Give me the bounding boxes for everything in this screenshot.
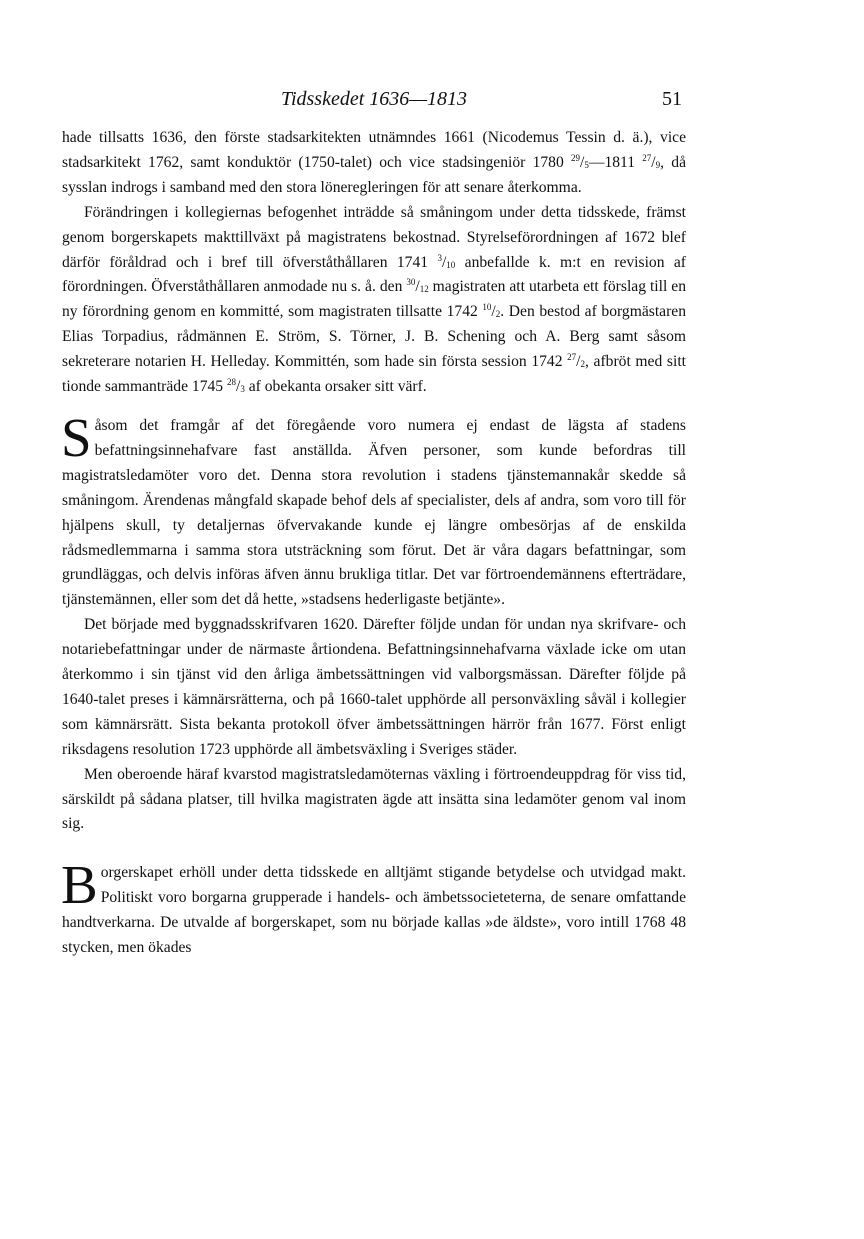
text-run: åsom det framgår af det föregående voro numera ej endast de lägsta af stadens befattningsinnehafvare fast anställda. Äfven personer, som kunde befordras till magistratsledamöter voro det. Denna stora revolution i stadens tjänstemannakår skedde så småningom. Ärendenas mångfald skapade behof dels af specialister, dels af andra, som voro till för hjälpens skull, ty detaljernas öfvervakande kunde ej längre ombesörjas af de enskilda rådsmedlemmarna i samma stora utsträckning som förut. Det är våra dagars befattningar, som grundläggas, och delvis införas äfven ännu brukliga titlar. Det var förtroendemännens efterträdare, tjänstemännen, eller som det då hette, »stadsens hederligaste betjänte».: [62, 416, 686, 609]
date-month: 10: [446, 259, 456, 270]
date-month: 2: [580, 359, 586, 370]
drop-cap: B: [61, 854, 98, 916]
text-run: , afbröt med sitt tionde sammanträde 1745: [62, 353, 686, 396]
page-header: [62, 88, 686, 118]
date-day: 29: [571, 152, 581, 163]
date-day: 28: [227, 377, 236, 388]
date-day: 3: [437, 252, 442, 263]
paragraph-2: Förändringen i kollegiernas befogenhet inträdde så småningom under detta tidsskede, främst genom borgerskapets makttillväxt på magistratens bekostnad. Styrelseförordningen af 1672 blef därför föråldrad och i bref till öfverståthållaren 1741 $^3/_{10}$ anbefallde k. m:t en revision af förordningen. Öfverståthållaren anmodade nu s. å. den $^{30}/_{12}$ magistraten att utarbeta ett förslag till en ny förordning genom en kommitté, som magistraten tillsatte 1742 $^{10}/_2$. Den bestod af borgmästaren Elias Torpadius, rådmännen E. Ström, S. Törner, J. B. Schening och A. Berg samt såsom sekreterare notarien H. Helleday. Kommittén, som hade sin första session 1742 $^{27}/_2$, afbröt med sitt tionde sammanträde 1745 $^{28}/_3$ af obekanta orsaker sitt värf.: [62, 203, 686, 396]
text-run: hade tillsatts 1636, den förste stadsarkitekten utnämndes 1661 (Nicodemus Tessin d. ä.), vice stadsarkitekt 1762, samt konduktör (1750-talet) och vice stadsingeniör 1780: [62, 129, 686, 171]
date-day: 30: [406, 277, 416, 288]
page-number: 51: [662, 88, 682, 110]
date-month: 5: [584, 159, 589, 170]
paragraph-1: hade tillsatts 1636, den förste stadsarkitekten utnämndes 1661 (Nicodemus Tessin d. ä.), vice stadsarkitekt 1762, samt konduktör (1750-talet) och vice stadsingeniör 1780 $^{29}/_5—1811$ $^{27}/_9$, då sysslan indrogs i samband med den stora löneregleringen för att senare återkomma.: [62, 129, 686, 196]
text-run: magistraten att utarbeta ett förslag till en ny förordning genom en kommitté, som magistraten tillsatte 1742: [62, 278, 686, 321]
text-run: af obekanta orsaker sitt värf.: [244, 378, 427, 396]
date-day: 27: [567, 352, 577, 363]
text-run: orgerskapet erhöll under detta tidsskede en alltjämt stigande betydelse och utvidgad makt. Politiskt voro borgarna grupperade i handels- och ämbetssocieteterna, de senare omfattande handtverkarna. De utvalde af borgerskapet, som nu började kallas »de äldste», voro intill 1768 48 stycken, men ökades: [62, 864, 686, 957]
date-day: 27: [642, 152, 652, 163]
text-run: anbefallde k. m:t en revision af förordningen. Öfverståthållaren anmodade nu s. å. den: [62, 253, 686, 296]
date-month: 2: [495, 309, 501, 320]
text-run: , då sysslan indrogs i samband med den stora löneregleringen för att senare återkomma.: [62, 153, 686, 196]
text-run: Förändringen i kollegiernas befogenhet inträdde så småningom under detta tidsskede, främst genom borgerskapets makttillväxt på magistratens bekostnad. Styrelseförordningen af 1672 blef därför föråldrad och i bref till öfverståthållaren 1741: [62, 203, 686, 271]
running-title: Tidsskedet 1636—1813: [280, 88, 468, 110]
date-month: 12: [419, 284, 429, 295]
paragraph-4: Det började med byggnadsskrifvaren 1620. Därefter följde undan för undan nya skrifvare- och notariebefattningar under de närmaste årtiondena. Befattningsinnehafvarna växlade icke om utan återkommo i sin tjänst vid den årliga ämbetssättningen vid valborgsmässan. Därefter följde på 1640-talet preses i kämnärsrätterna, och på 1660-talet upphörde all personväxling såväl i kollegier som kämnärsrätt. Sista bekanta protokoll öfver ämbetssättningen härrör från 1677. Först enligt riksdagens resolution 1723 upphörde all ämbetsväxling i Sveriges städer.: [62, 616, 686, 758]
paragraph-5: Men oberoende häraf kvarstod magistratsledamöternas växling i förtroendeuppdrag för viss tid, särskildt på sådana platser, till hvilka magistraten ägde att insätta sina ledamöter genom val inom sig.: [62, 765, 686, 833]
text-run: . Den bestod af borgmästaren Elias Torpadius, rådmännen E. Ström, S. Törner, J. B. Schening och A. Berg samt såsom sekreterare notarien H. Helleday. Kommittén, som hade sin första session 1742: [62, 303, 686, 371]
paragraph-6: [61, 854, 686, 961]
paragraph-3: [61, 406, 686, 613]
text-run: —1811: [588, 153, 643, 171]
body-text: [62, 126, 686, 961]
date-month: 3: [240, 384, 245, 395]
date-day: 10: [482, 302, 492, 313]
drop-cap: S: [61, 406, 92, 468]
date-month: 9: [655, 159, 661, 170]
